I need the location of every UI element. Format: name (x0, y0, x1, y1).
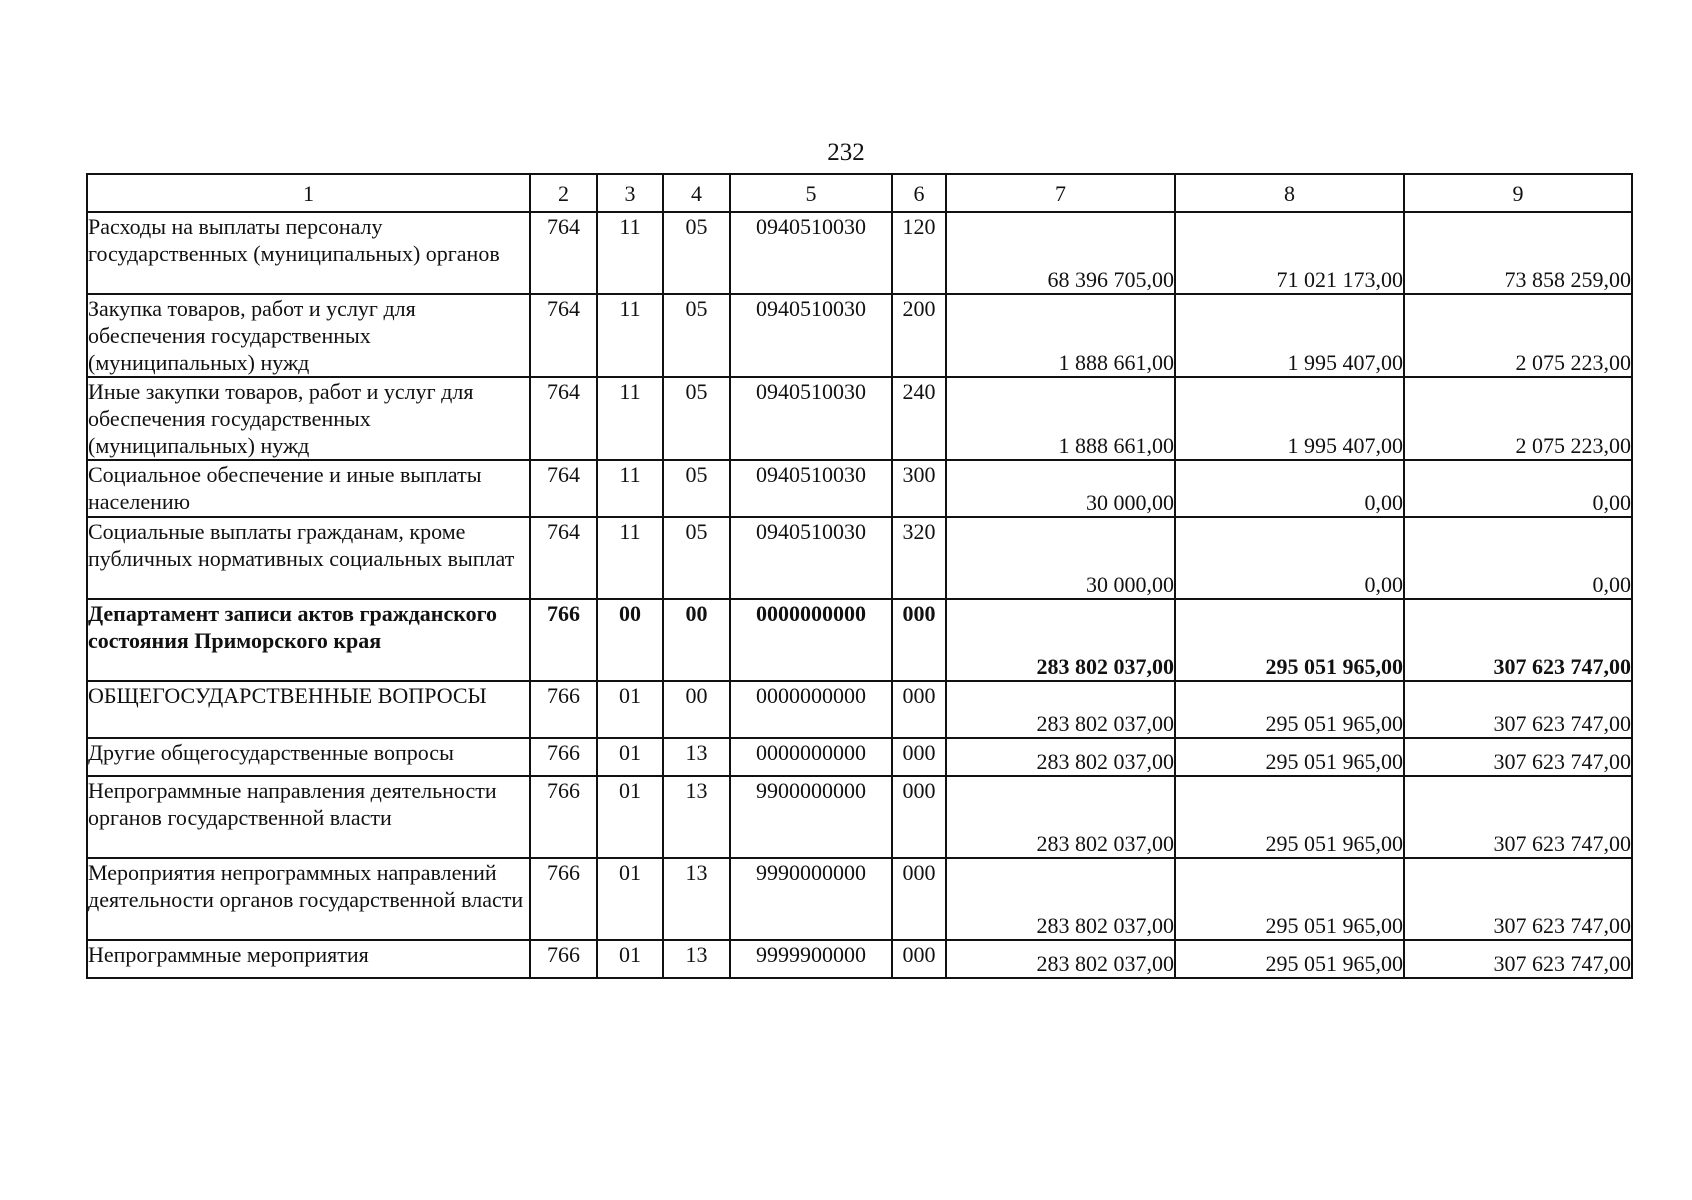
code-col-2: 766 (530, 681, 597, 738)
amount-col-9: 0,00 (1404, 460, 1632, 517)
code-col-2: 764 (530, 212, 597, 294)
row-name: Непрограммные мероприятия (87, 940, 530, 978)
table-row (87, 294, 1632, 377)
row-name: Закупка товаров, работ и услуг для обеспечения государственных (муниципальных) нужд (87, 294, 530, 377)
amount-col-9: 73 858 259,00 (1404, 212, 1632, 294)
table-row (87, 738, 1632, 776)
row-name: Другие общегосударственные вопросы (87, 738, 530, 776)
table-row (87, 212, 1632, 294)
amount-col-9: 307 623 747,00 (1404, 776, 1632, 858)
code-col-2: 764 (530, 294, 597, 377)
budget-table (86, 173, 1633, 979)
code-col-5: 9990000000 (730, 858, 892, 940)
code-col-5: 9900000000 (730, 776, 892, 858)
row-name: Социальные выплаты гражданам, кроме публичных нормативных социальных выплат (87, 517, 530, 599)
code-col-3: 00 (597, 599, 663, 681)
table-body (87, 212, 1632, 978)
code-col-3: 11 (597, 212, 663, 294)
amount-col-8: 295 051 965,00 (1175, 599, 1404, 681)
column-header: 2 (530, 174, 597, 212)
row-name: Расходы на выплаты персоналу государственных (муниципальных) органов (87, 212, 530, 294)
code-col-4: 00 (663, 681, 730, 738)
row-name: Социальное обеспечение и иные выплаты населению (87, 460, 530, 517)
code-col-5: 0000000000 (730, 599, 892, 681)
code-col-6: 000 (892, 776, 946, 858)
amount-col-7: 1 888 661,00 (946, 294, 1175, 377)
amount-col-7: 283 802 037,00 (946, 776, 1175, 858)
amount-col-9: 2 075 223,00 (1404, 377, 1632, 460)
code-col-3: 01 (597, 940, 663, 978)
code-col-4: 05 (663, 212, 730, 294)
table-header (87, 174, 1632, 212)
amount-col-7: 283 802 037,00 (946, 940, 1175, 978)
amount-col-7: 283 802 037,00 (946, 738, 1175, 776)
table-row (87, 377, 1632, 460)
amount-col-7: 1 888 661,00 (946, 377, 1175, 460)
amount-col-8: 71 021 173,00 (1175, 212, 1404, 294)
code-col-2: 766 (530, 858, 597, 940)
column-header: 3 (597, 174, 663, 212)
column-header: 4 (663, 174, 730, 212)
amount-col-7: 283 802 037,00 (946, 858, 1175, 940)
amount-col-9: 0,00 (1404, 517, 1632, 599)
amount-col-9: 307 623 747,00 (1404, 940, 1632, 978)
table-row (87, 776, 1632, 858)
code-col-6: 200 (892, 294, 946, 377)
code-col-2: 766 (530, 738, 597, 776)
code-col-6: 120 (892, 212, 946, 294)
code-col-6: 300 (892, 460, 946, 517)
code-col-6: 000 (892, 599, 946, 681)
code-col-6: 000 (892, 940, 946, 978)
amount-col-8: 1 995 407,00 (1175, 377, 1404, 460)
amount-col-7: 30 000,00 (946, 517, 1175, 599)
code-col-3: 01 (597, 858, 663, 940)
code-col-4: 05 (663, 377, 730, 460)
amount-col-8: 1 995 407,00 (1175, 294, 1404, 377)
amount-col-9: 307 623 747,00 (1404, 738, 1632, 776)
code-col-3: 11 (597, 294, 663, 377)
code-col-4: 05 (663, 517, 730, 599)
amount-col-9: 307 623 747,00 (1404, 599, 1632, 681)
code-col-4: 13 (663, 776, 730, 858)
table-row (87, 681, 1632, 738)
code-col-3: 01 (597, 681, 663, 738)
header-row (87, 174, 1632, 212)
table-row (87, 517, 1632, 599)
amount-col-7: 283 802 037,00 (946, 599, 1175, 681)
code-col-4: 13 (663, 940, 730, 978)
table-row (87, 858, 1632, 940)
row-name: Мероприятия непрограммных направлений деятельности органов государственной власти (87, 858, 530, 940)
code-col-6: 320 (892, 517, 946, 599)
table-row (87, 940, 1632, 978)
column-header: 6 (892, 174, 946, 212)
code-col-4: 13 (663, 858, 730, 940)
code-col-2: 766 (530, 776, 597, 858)
amount-col-8: 295 051 965,00 (1175, 858, 1404, 940)
code-col-3: 01 (597, 776, 663, 858)
code-col-3: 11 (597, 517, 663, 599)
code-col-4: 00 (663, 599, 730, 681)
amount-col-7: 283 802 037,00 (946, 681, 1175, 738)
column-header: 7 (946, 174, 1175, 212)
code-col-4: 13 (663, 738, 730, 776)
code-col-5: 0940510030 (730, 294, 892, 377)
row-name: ОБЩЕГОСУДАРСТВЕННЫЕ ВОПРОСЫ (87, 681, 530, 738)
code-col-3: 11 (597, 377, 663, 460)
column-header: 8 (1175, 174, 1404, 212)
amount-col-8: 295 051 965,00 (1175, 940, 1404, 978)
page-number: 232 (827, 139, 865, 166)
code-col-2: 766 (530, 599, 597, 681)
code-col-5: 0000000000 (730, 738, 892, 776)
code-col-2: 764 (530, 377, 597, 460)
code-col-6: 000 (892, 858, 946, 940)
code-col-3: 01 (597, 738, 663, 776)
row-name: Департамент записи актов гражданского состояния Приморского края (87, 599, 530, 681)
code-col-2: 766 (530, 940, 597, 978)
code-col-6: 000 (892, 681, 946, 738)
table-row (87, 599, 1632, 681)
code-col-5: 0000000000 (730, 681, 892, 738)
amount-col-9: 2 075 223,00 (1404, 294, 1632, 377)
amount-col-9: 307 623 747,00 (1404, 858, 1632, 940)
column-header: 1 (87, 174, 530, 212)
code-col-4: 05 (663, 294, 730, 377)
column-header: 5 (730, 174, 892, 212)
column-header: 9 (1404, 174, 1632, 212)
code-col-4: 05 (663, 460, 730, 517)
code-col-5: 0940510030 (730, 460, 892, 517)
amount-col-7: 68 396 705,00 (946, 212, 1175, 294)
amount-col-8: 0,00 (1175, 517, 1404, 599)
amount-col-8: 295 051 965,00 (1175, 681, 1404, 738)
code-col-5: 0940510030 (730, 377, 892, 460)
code-col-5: 0940510030 (730, 517, 892, 599)
code-col-6: 240 (892, 377, 946, 460)
row-name: Непрограммные направления деятельности органов государственной власти (87, 776, 530, 858)
amount-col-8: 295 051 965,00 (1175, 738, 1404, 776)
amount-col-8: 0,00 (1175, 460, 1404, 517)
amount-col-7: 30 000,00 (946, 460, 1175, 517)
code-col-2: 764 (530, 517, 597, 599)
code-col-5: 0940510030 (730, 212, 892, 294)
row-name: Иные закупки товаров, работ и услуг для обеспечения государственных (муниципальных) нужд (87, 377, 530, 460)
code-col-3: 11 (597, 460, 663, 517)
code-col-2: 764 (530, 460, 597, 517)
amount-col-9: 307 623 747,00 (1404, 681, 1632, 738)
amount-col-8: 295 051 965,00 (1175, 776, 1404, 858)
code-col-6: 000 (892, 738, 946, 776)
code-col-5: 9999900000 (730, 940, 892, 978)
table-row (87, 460, 1632, 517)
